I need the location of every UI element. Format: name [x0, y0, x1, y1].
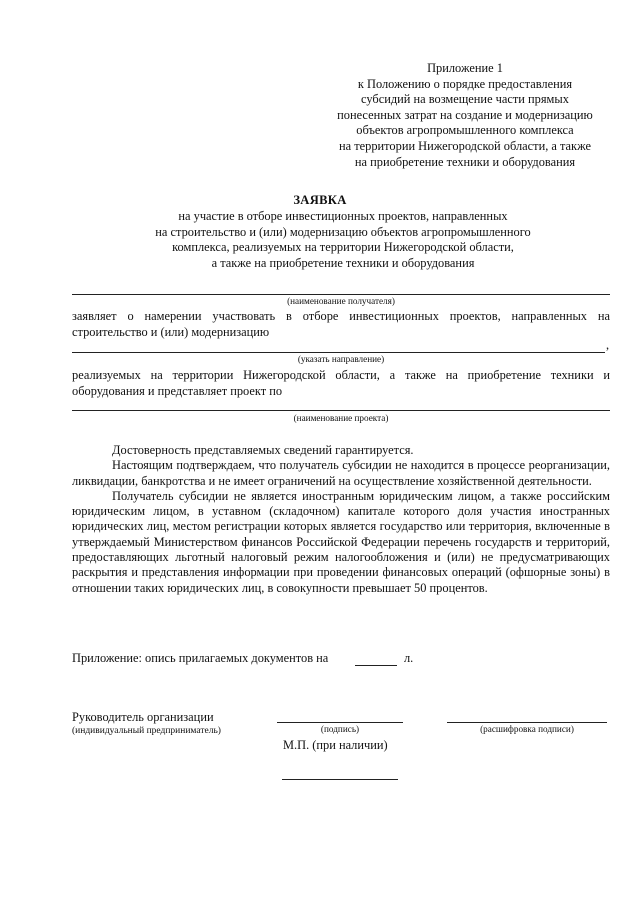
project-name-line[interactable] [72, 410, 610, 411]
signature-line[interactable] [277, 722, 403, 723]
signature-decode-line[interactable] [447, 722, 607, 723]
attachment-label: Приложение: опись прилагаемых документов на [72, 651, 329, 665]
subtitle-line: на участие в отборе инвестиционных проектов, направленных [178, 209, 508, 223]
subtitle-line: а также на приобретение техники и оборудования [211, 255, 475, 270]
realized-line-2: оборудования и представляет проект по [72, 384, 283, 398]
project-caption: (наименование проекта) [293, 413, 389, 423]
subtitle-line: на строительство и (или) модернизацию объектов агропромышленного [155, 224, 531, 239]
declaration-body [72, 443, 610, 596]
recipient-name-line[interactable] [72, 294, 610, 295]
attachment-suffix: л. [404, 651, 414, 665]
appendix-line: к Положению о порядке предоставления [357, 76, 573, 91]
declaration-line-2: строительство и (или) модернизацию [72, 325, 270, 339]
appendix-line: субсидий на возмещение части прямых [361, 92, 569, 107]
signature-decode-caption: (расшифровка подписи) [480, 724, 574, 734]
document-subtitle [110, 209, 576, 271]
appendix-header [330, 61, 600, 170]
attachment-pages-line[interactable] [355, 665, 397, 666]
appendix-line: понесенных затрат на создание и модернизацию [337, 107, 593, 122]
body-paragraph: Настоящим подтверждаем, что получатель субсидии не находится в процессе реорганизации, ликвидации, банкротства и не имеет ограничений на осуществление хозяйственной деятельности. [72, 458, 610, 488]
realized-line-1: реализуемых на территории Нижегородской области, а также на приобретение техники и [72, 368, 610, 382]
direction-line[interactable] [72, 352, 605, 353]
date-line[interactable] [282, 779, 398, 780]
appendix-line: объектов агропромышленного комплекса [356, 123, 574, 138]
body-paragraph: Достоверность представляемых сведений гарантируется. [112, 443, 414, 457]
appendix-line: на территории Нижегородской области, а также [339, 138, 591, 153]
stamp-label: М.П. (при наличии) [283, 738, 388, 752]
declaration-line-1: заявляет о намерении участвовать в отборе инвестиционных проектов, направленных на [72, 309, 610, 323]
subtitle-line: комплекса, реализуемых на территории Нижегородской области, [172, 240, 514, 255]
appendix-line: на приобретение техники и оборудования [354, 154, 576, 169]
direction-comma: , [606, 338, 610, 352]
entrepreneur-label: (индивидуальный предприниматель) [72, 726, 221, 736]
head-of-organization-label: Руководитель организации [72, 710, 214, 724]
document-title: ЗАЯВКА [293, 193, 347, 207]
body-paragraph: Получатель субсидии не является иностранным юридическим лицом, а также российским юридическим лицом, в уставном (складочном) капитале которого доля участия иностранных юридических лиц, местом регистрации которых является государство или территория, включенные в утверждаемый Министерством финансов Российской Федерации перечень государств и территорий, предоставляющих льготный налоговый режим налогообложения и (или) не предусматривающих раскрытия и представления информации при проведении финансовых операций (офшорные зоны) в отношении таких юридических лиц, в совокупности превышает 50 процентов. [72, 488, 610, 595]
signature-caption: (подпись) [320, 724, 360, 734]
appendix-line: Приложение 1 [427, 61, 503, 75]
direction-caption: (указать направление) [297, 354, 385, 364]
recipient-caption: (наименование получателя) [287, 296, 395, 306]
